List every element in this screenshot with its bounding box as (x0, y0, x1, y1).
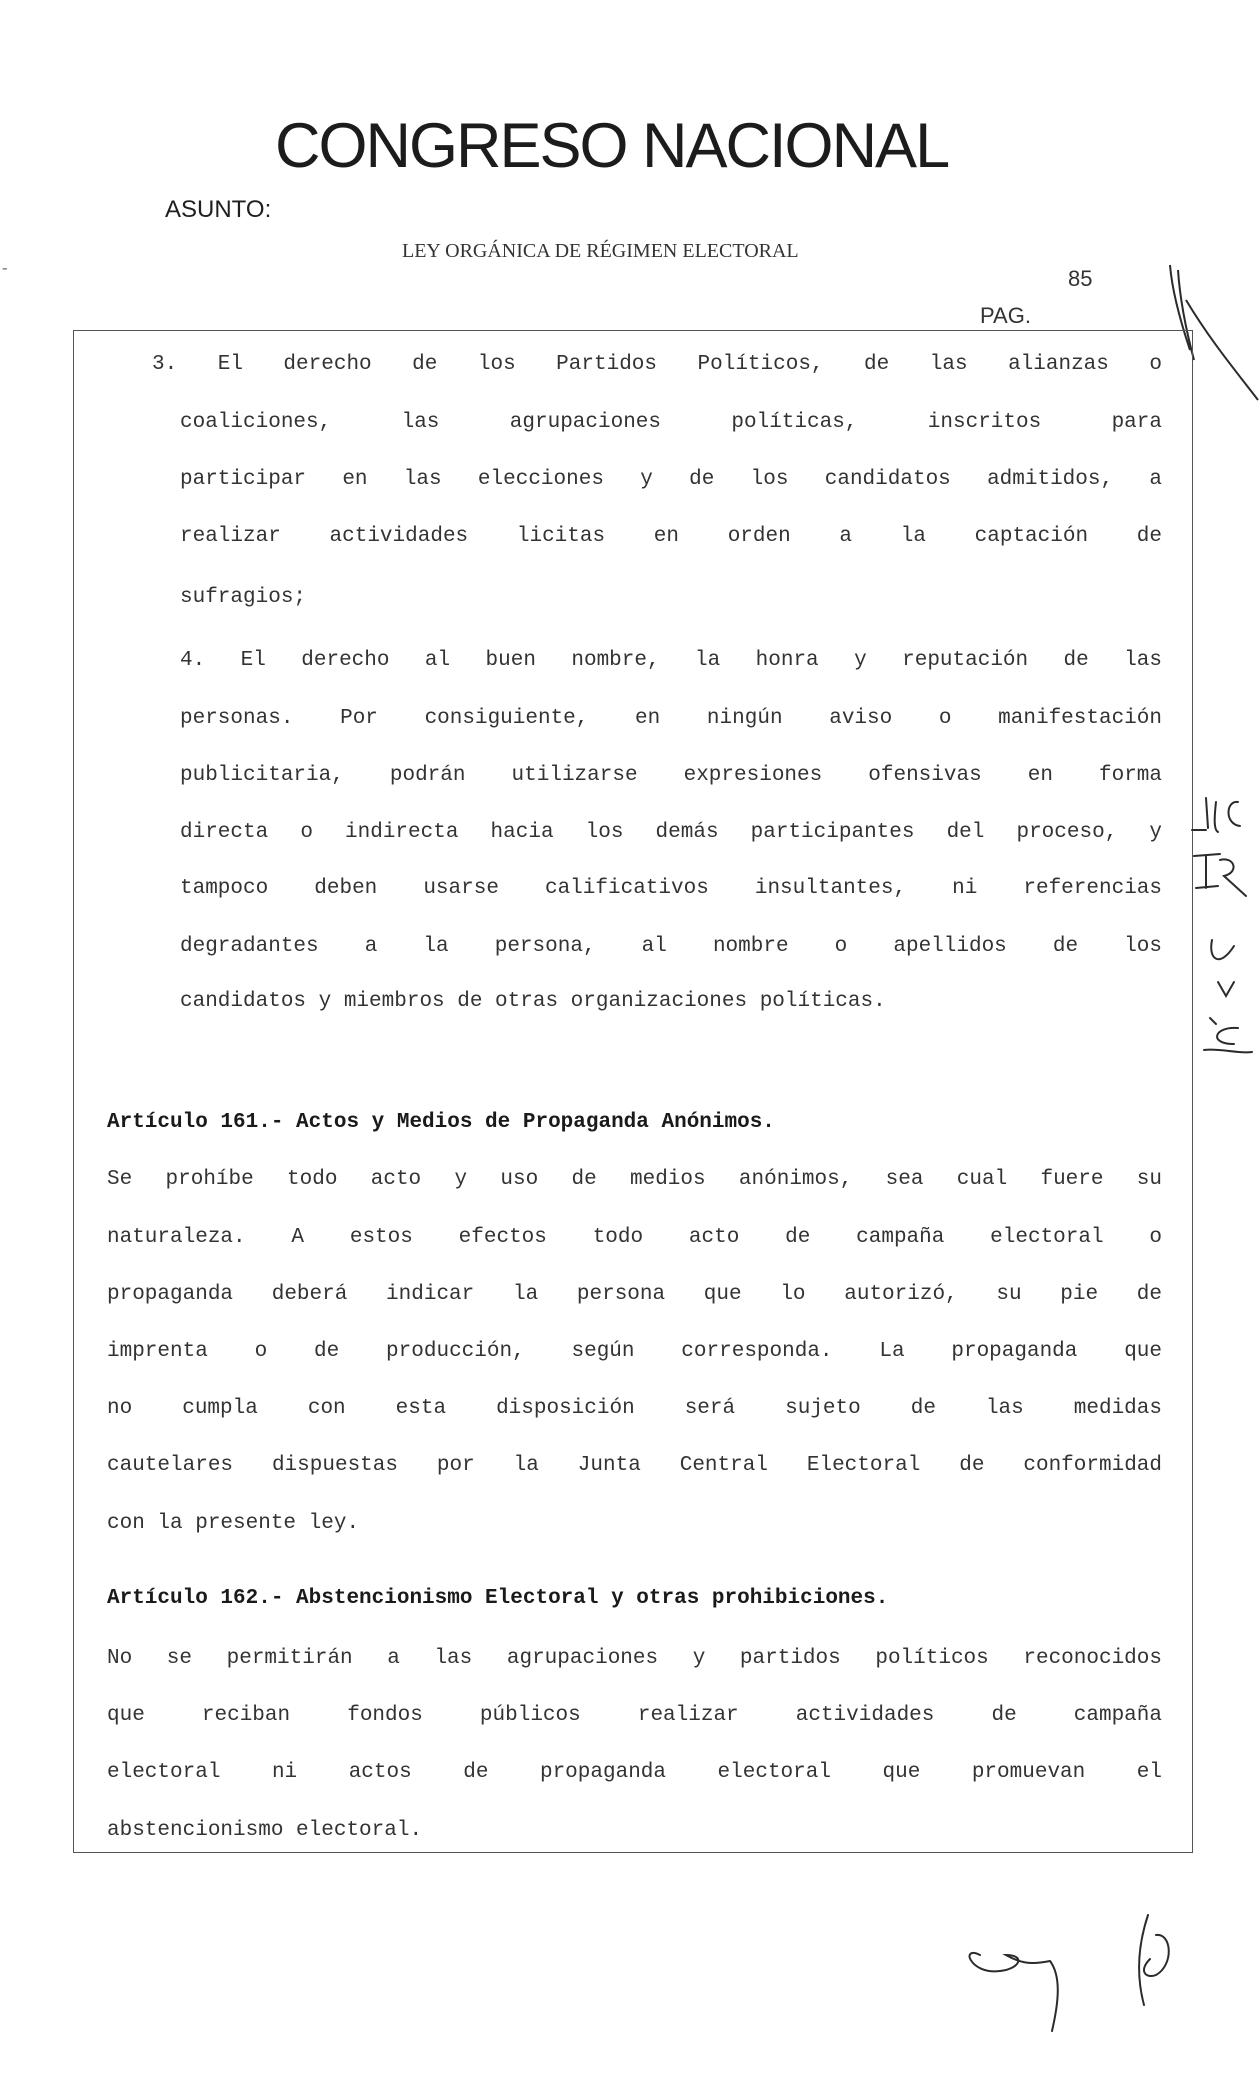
text-line: 3. El derecho de los Partidos Políticos, de las alianzas o (152, 353, 1162, 376)
text-line: personas. Por consiguiente, en ningún aviso o manifestación (180, 707, 1162, 730)
text-line: abstencionismo electoral. (107, 1819, 423, 1842)
article-heading: Artículo 162.- Abstencionismo Electoral y otras prohibiciones. (107, 1587, 889, 1610)
text-line: no cumpla con esta disposición será sujeto de las medidas (107, 1397, 1162, 1420)
article-heading: Artículo 161.- Actos y Medios de Propaganda Anónimos. (107, 1111, 775, 1134)
asunto-label: ASUNTO: (165, 196, 272, 223)
text-line: sufragios; (180, 586, 307, 609)
document-subject: LEY ORGÁNICA DE RÉGIMEN ELECTORAL (402, 240, 799, 262)
text-line: con la presente ley. (107, 1512, 360, 1535)
text-line: realizar actividades licitas en orden a la captación de (180, 525, 1162, 548)
text-line: candidatos y miembros de otras organizaciones políticas. (180, 990, 886, 1013)
letterhead-title: CONGRESO NACIONAL (275, 111, 949, 181)
text-line: degradantes a la persona, al nombre o apellidos de los (180, 935, 1162, 958)
text-line: Se prohíbe todo acto y uso de medios anónimos, sea cual fuere su (107, 1168, 1162, 1191)
text-line: electoral ni actos de propaganda electoral que promuevan el (107, 1761, 1162, 1784)
text-line: No se permitirán a las agrupaciones y partidos políticos reconocidos (107, 1647, 1162, 1670)
text-line: naturaleza. A estos efectos todo acto de campaña electoral o (107, 1226, 1162, 1249)
text-line: tampoco deben usarse calificativos insultantes, ni referencias (180, 877, 1162, 900)
text-line: propaganda deberá indicar la persona que lo autorizó, su pie de (107, 1283, 1162, 1306)
text-line: directa o indirecta hacia los demás participantes del proceso, y (180, 821, 1162, 844)
text-line: publicitaria, podrán utilizarse expresiones ofensivas en forma (180, 764, 1162, 787)
margin-initials (1190, 790, 1260, 1120)
bottom-signature (950, 1905, 1200, 2035)
text-line: cautelares dispuestas por la Junta Central Electoral de conformidad (107, 1454, 1162, 1477)
page-label: PAG. (980, 303, 1031, 328)
text-line: coaliciones, las agrupaciones políticas, inscritos para (180, 411, 1162, 434)
text-line: participar en las elecciones y de los candidatos admitidos, a (180, 468, 1162, 491)
page-number: 85 (1068, 266, 1093, 291)
scan-mark: - (0, 260, 10, 278)
text-line: 4. El derecho al buen nombre, la honra y reputación de las (180, 649, 1162, 672)
text-line: imprenta o de producción, según corresponda. La propaganda que (107, 1340, 1162, 1363)
content-frame (73, 330, 1193, 1853)
text-line: que reciban fondos públicos realizar actividades de campaña (107, 1704, 1162, 1727)
